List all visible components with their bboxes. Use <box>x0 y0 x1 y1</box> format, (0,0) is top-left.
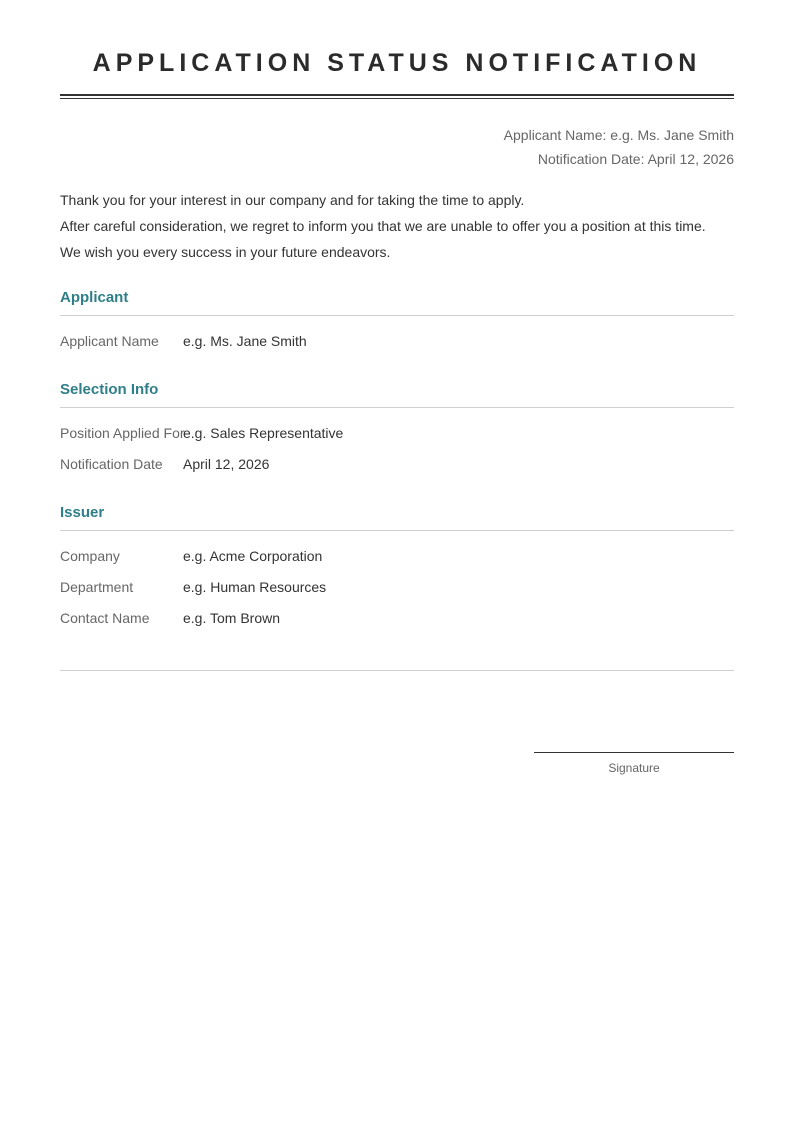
field-value: e.g. Acme Corporation <box>183 548 323 564</box>
section-issuer <box>60 502 734 634</box>
intro-line-1: Thank you for your interest in our company and for taking the time to apply. <box>60 192 525 208</box>
section-selection-info <box>60 379 734 480</box>
field-row-position <box>60 418 734 449</box>
field-label: Company <box>60 548 120 564</box>
selection-fields <box>60 408 734 480</box>
intro-paragraph <box>60 187 734 265</box>
field-label: Department <box>60 579 134 595</box>
field-value: e.g. Sales Representative <box>183 425 344 441</box>
section-title-applicant: Applicant <box>60 287 734 316</box>
signature-label: Signature <box>608 761 660 775</box>
meta-applicant-name: Applicant Name: e.g. Ms. Jane Smith <box>503 127 734 143</box>
field-value: e.g. Ms. Jane Smith <box>183 333 307 349</box>
intro-line-2: After careful consideration, we regret to inform you that we are unable to offer you a position at this time. <box>60 218 706 234</box>
meta-notification-date: Notification Date: April 12, 2026 <box>537 151 734 167</box>
field-label: Notification Date <box>60 456 163 472</box>
field-row-contact-name <box>60 603 734 634</box>
title-double-rule <box>60 94 734 99</box>
field-label: Applicant Name <box>60 333 159 349</box>
field-row-company <box>60 541 734 572</box>
header-meta <box>60 123 734 171</box>
section-applicant <box>60 287 734 357</box>
intro-line-3: We wish you every success in your future endeavors. <box>60 244 391 260</box>
field-row-notification-date <box>60 449 734 480</box>
document-title: APPLICATION STATUS NOTIFICATION <box>92 49 702 77</box>
signature-line <box>534 752 734 753</box>
section-title-issuer: Issuer <box>60 502 734 531</box>
document-page <box>60 0 734 775</box>
field-value: April 12, 2026 <box>183 456 270 472</box>
field-label: Contact Name <box>60 610 150 626</box>
field-row-department <box>60 572 734 603</box>
section-divider <box>60 670 734 671</box>
field-label: Position Applied For <box>60 425 185 441</box>
field-row-applicant-name <box>60 326 734 357</box>
issuer-fields <box>60 531 734 634</box>
signature-block <box>534 752 734 775</box>
field-value: e.g. Human Resources <box>183 579 327 595</box>
field-value: e.g. Tom Brown <box>183 610 281 626</box>
applicant-fields <box>60 316 734 357</box>
section-title-selection-info: Selection Info <box>60 379 734 408</box>
